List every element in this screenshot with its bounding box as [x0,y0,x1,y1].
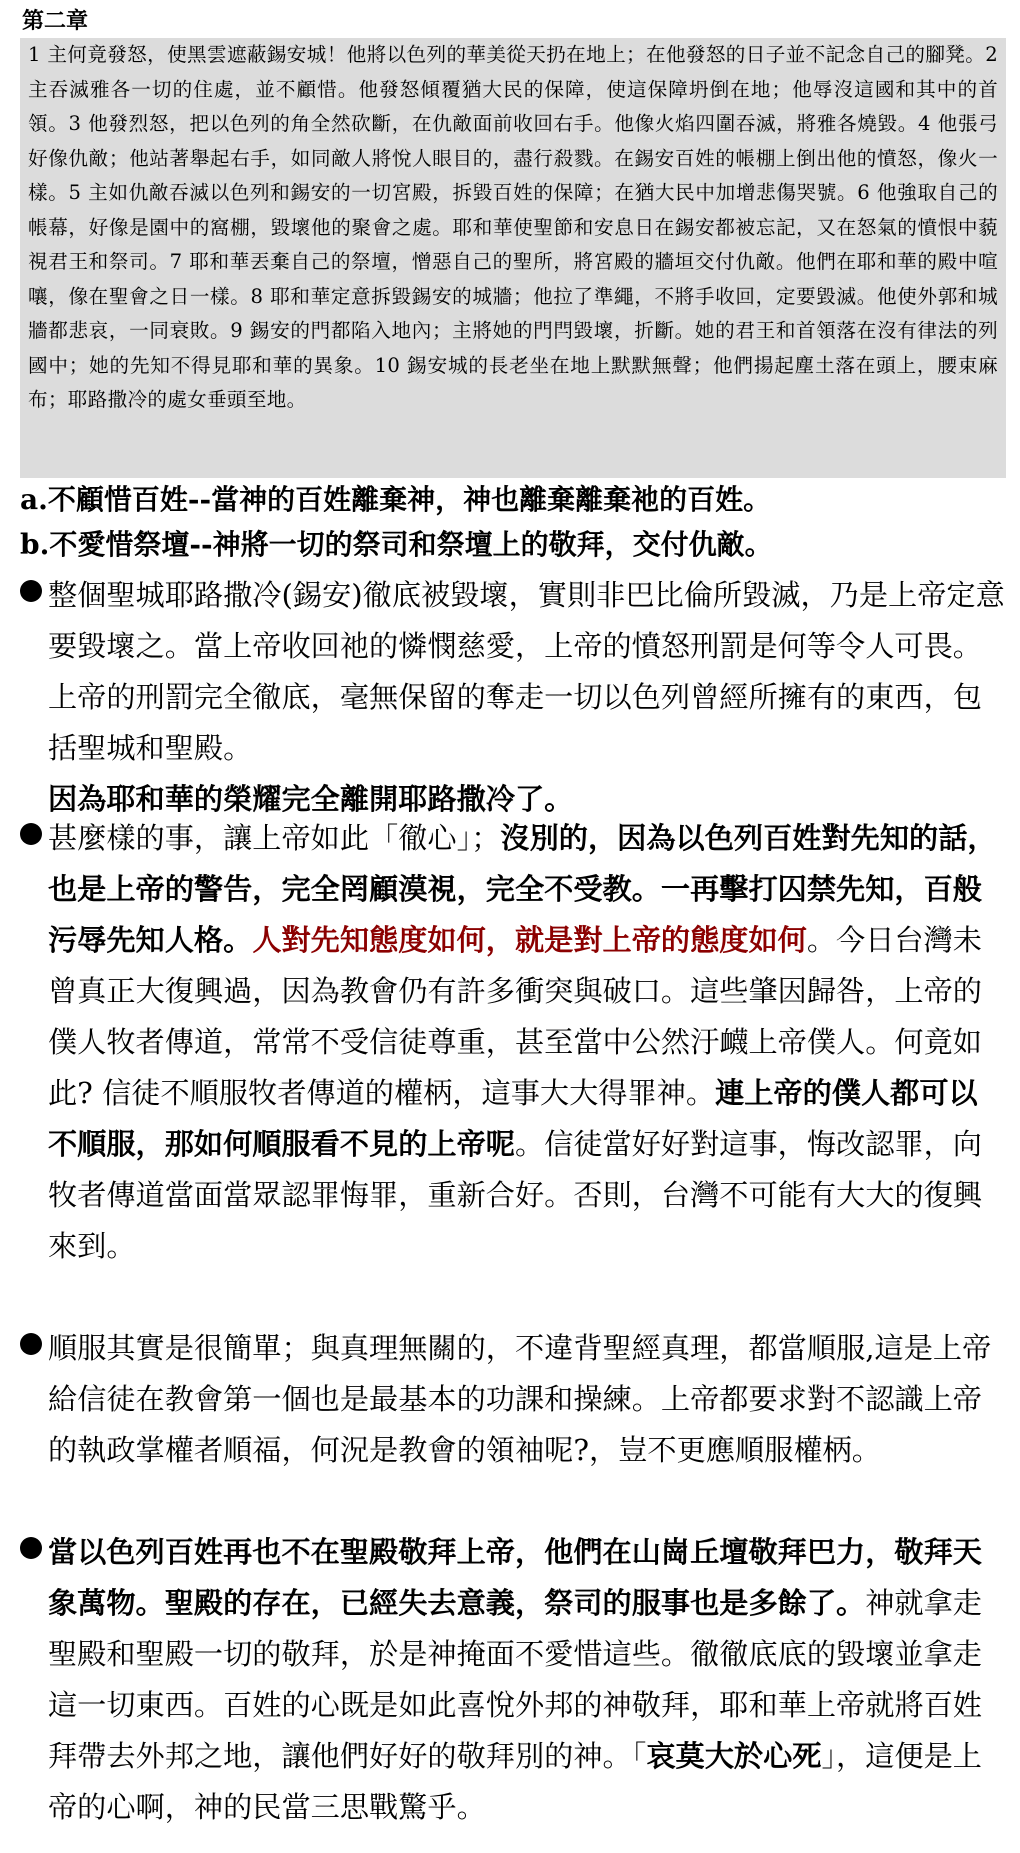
point-b: b.不愛惜祭壇--神將一切的祭司和祭壇上的敬拜，交付仇敵。 [20,528,773,561]
chapter-heading: 第二章 [22,8,89,34]
bullet-list [0,570,1020,1845]
bullet-1-text: 整個聖城耶路撒冷(錫安)徹底被毀壞，實則非巴比倫所毀滅，乃是上帝定意要毀壞之。當上帝收回祂的憐憫慈愛，上帝的憤怒刑罰是何等令人可畏。上帝的刑罰完全徹底，毫無保留的奪走一切以色列曾經所擁有的東西，包括聖城和聖殿。 [48,578,1005,765]
bullet-2-bold-2: 連上帝的僕人都可以不順服，那如何順服看不見的上帝呢 [48,1076,978,1161]
bullet-dot-icon [20,1537,42,1559]
bullet-2-bold-1: 沒別的，因為以色列百姓對先知的話，也是上帝的警告，完全罔顧漠視，完全不受教。一再擊打囚禁先知，百般污辱先知人格。 [48,821,997,957]
bullet-4-text-2: 」，這便是上帝的心啊，神的民當三思戰驚乎。 [48,1739,982,1824]
bullet-2-text-2: 。今日台灣未曾真正大復興過，因為教會仍有許多衝突與破口。這些肇因歸咎，上帝的僕人牧者傳道，常常不受信徒尊重，甚至當中公然汙衊上帝僕人。何竟如此? 信徒不順服牧者傳道的權柄，這事大大得罪神。 [48,923,982,1110]
bullet-3-text: 順服其實是很簡單；與真理無關的，不違背聖經真理，都當順服,這是上帝給信徒在教會第一個也是最基本的功課和操練。上帝都要求對不認識上帝的執政掌權者順福，何況是教會的領袖呢?，豈不更應順服權柄。 [48,1331,992,1467]
bullet-dot-icon [20,823,42,845]
bullet-2-text-3: 。信徒當好好對這事，悔改認罪，向牧者傳道當面當眾認罪悔罪，重新合好。否則，台灣不可能有大大的復興來到。 [48,1127,982,1263]
bullet-4-bold-2: 哀莫大於心死 [646,1739,822,1773]
bullet-item-4 [0,1527,1020,1845]
bullet-item-3 [0,1323,1020,1527]
bullet-dot-icon [20,1333,42,1355]
bullet-4-bold-1: 當以色列百姓再也不在聖殿敬拜上帝，他們在山崗丘壇敬拜巴力，敬拜天象萬物。聖殿的存在，已經失去意義，祭司的服事也是多餘了。 [48,1535,982,1620]
bullet-2-text-1: 甚麼樣的事，讓上帝如此「徹心」； [48,821,501,855]
bullet-item-2 [0,813,1020,1323]
bullet-1-bold: 因為耶和華的榮耀完全離開耶路撒冷了。 [48,782,574,816]
bullet-item-1 [0,570,1020,816]
scripture-passage: 1 主何竟發怒，使黑雲遮蔽錫安城！他將以色列的華美從天扔在地上；在他發怒的日子並不記念自己的腳凳。2 主吞滅雅各一切的住處，並不顧惜。他發怒傾覆猶大民的保障，使這保障坍倒在地；他辱沒這國和其中的首領。3 他發烈怒，把以色列的角全然砍斷，在仇敵面前收回右手。他像火焰四圍吞滅，將雅各燒毀。4 他張弓好像仇敵；他站著舉起右手，如同敵人將悅人眼目的，盡行殺戮。在錫安百姓的帳棚上倒出他的憤怒，像火一樣。5 主如仇敵吞滅以色列和錫安的一切宮殿，拆毀百姓的保障；在猶大民中加增悲傷哭號。6 他強取自己的帳幕，好像是園中的窩棚，毀壞他的聚會之處。耶和華使聖節和安息日在錫安都被忘記，又在怒氣的憤恨中藐視君王和祭司。7 耶和華丟棄自己的祭壇，憎惡自己的聖所，將宮殿的牆垣交付仇敵。他們在耶和華的殿中喧嚷，像在聖會之日一樣。8 耶和華定意拆毀錫安的城牆；他拉了準繩，不將手收回，定要毀滅。他使外郭和城牆都悲哀，一同衰敗。9 錫安的門都陷入地內；主將她的門閂毀壞，折斷。她的君王和首領落在沒有律法的列國中；她的先知不得見耶和華的異象。10 錫安城的長老坐在地上默默無聲；他們揚起塵土落在頭上，腰束麻布；耶路撒冷的處女垂頭至地。 [20,38,1006,478]
bullet-2-red-emphasis: 人對先知態度如何，就是對上帝的態度如何 [252,923,807,957]
bullet-4-text-1: 神就拿走聖殿和聖殿一切的敬拜，於是神掩面不愛惜這些。徹徹底底的毀壞並拿走這一切東西。百姓的心既是如此喜悅外邦的神敬拜，耶和華上帝就將百姓拜帶去外邦之地，讓他們好好的敬拜別的神。「 [48,1586,982,1773]
bullet-dot-icon [20,580,42,602]
point-a: a.不顧惜百姓--當神的百姓離棄神，神也離棄離棄祂的百姓。 [20,483,772,516]
